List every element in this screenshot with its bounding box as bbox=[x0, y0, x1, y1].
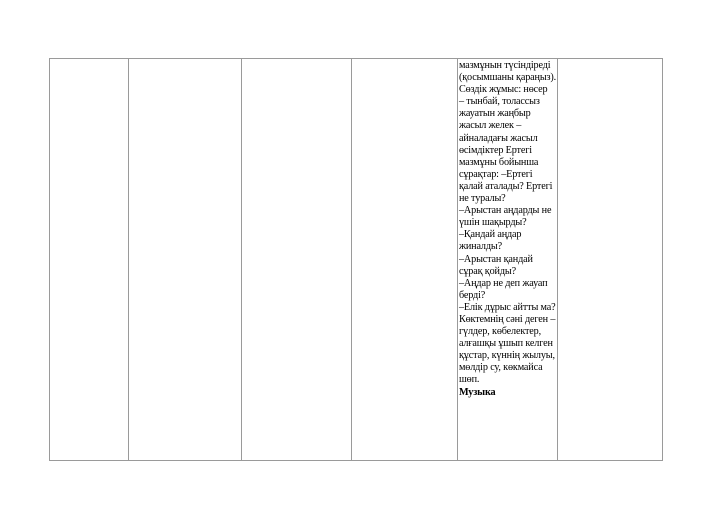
text-line: үшін шақырды? bbox=[458, 217, 527, 229]
text-line: –Арыстан аңдарды не bbox=[458, 205, 552, 217]
text-line: – тынбай, толассыз bbox=[458, 96, 540, 108]
table-cell-1 bbox=[50, 59, 129, 461]
text-line: гүлдер, көбелектер, bbox=[458, 326, 542, 338]
text-line: –Қандай аңдар bbox=[458, 229, 522, 241]
text-line: не туралы? bbox=[458, 193, 506, 205]
table-cell-lesson-text bbox=[457, 59, 557, 461]
text-line: –Арыстан қандай bbox=[458, 253, 533, 265]
table-cell-6 bbox=[558, 59, 663, 461]
text-line: –Елік дұрыс айтты ма? bbox=[458, 301, 556, 313]
text-line: қалай аталады? Ертегі bbox=[458, 180, 553, 192]
text-line: жауатын жаңбыр bbox=[458, 108, 531, 120]
lesson-plan-table bbox=[49, 58, 663, 461]
table-cell-3 bbox=[241, 59, 352, 461]
table-row bbox=[50, 59, 663, 461]
lesson-text-block bbox=[458, 59, 557, 399]
text-line: –Аңдар не деп жауап bbox=[458, 277, 548, 289]
text-line: сұрақ қойды? bbox=[458, 265, 516, 277]
text-line: Сөздік жұмыс: нөсер bbox=[458, 84, 548, 96]
text-line: жасыл желек – bbox=[458, 120, 522, 132]
text-line: мазмұны бойынша bbox=[458, 156, 539, 168]
text-line: берді? bbox=[458, 289, 486, 301]
text-line: сұрақтар: –Ертегі bbox=[458, 168, 533, 180]
text-line: мөлдір су, көкмайса bbox=[458, 362, 543, 374]
text-line: өсімдіктер Ертегі bbox=[458, 144, 532, 156]
text-line: мазмұнын түсіндіреді bbox=[458, 60, 551, 71]
text-line: алғашқы ұшып келген bbox=[458, 338, 553, 350]
text-line: құстар, күннің жылуы, bbox=[458, 350, 555, 362]
text-line: (қосымшаны қараңыз). bbox=[458, 72, 557, 84]
table-cell-2 bbox=[129, 59, 242, 461]
text-line: шөп. bbox=[458, 374, 480, 386]
table-cell-4 bbox=[352, 59, 458, 461]
section-heading-music: Музыка bbox=[458, 386, 496, 398]
text-line: жиналды? bbox=[458, 241, 502, 253]
text-line: айналадағы жасыл bbox=[458, 132, 538, 144]
text-line: Көктемнің сәні деген – bbox=[458, 313, 556, 325]
